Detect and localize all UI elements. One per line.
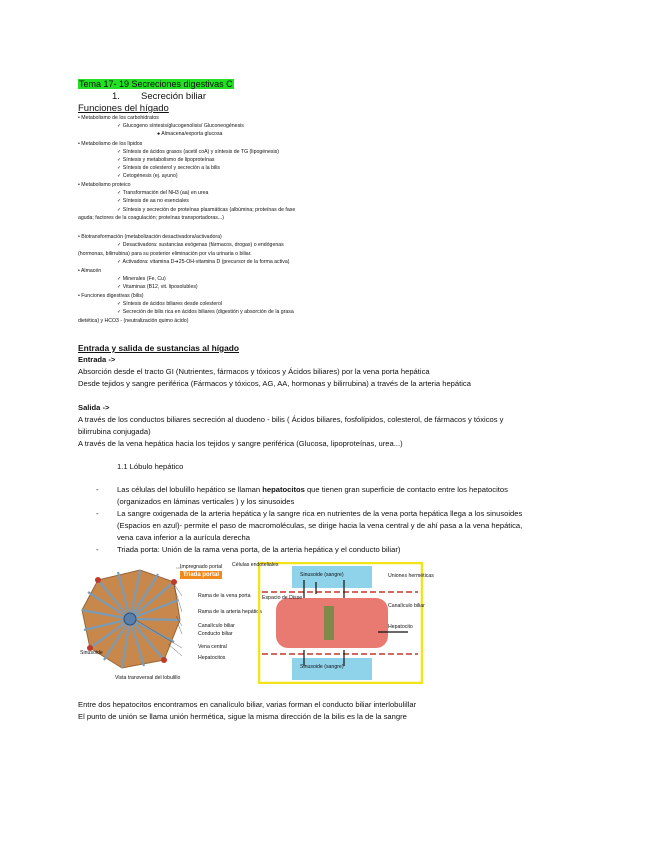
salida-line: A través de los conductos biliares secreción al duodeno - bilis ( Ácidos biliares, fosfolípidos, colesterol, de fármacos y tóxicos y — [78, 415, 504, 424]
fig-right-label: Espacio de Disse — [262, 595, 303, 601]
fig-left-label: Rama de la vena porta — [198, 593, 251, 599]
fig-left-caption: Vista transversal del lobulillo — [115, 675, 181, 681]
function-line: (hormonas, bilirrubina) para su posterior eliminación por vía urinaria o biliar. — [78, 251, 252, 257]
fig-left-label: Sinusoide — [80, 650, 103, 656]
fig-left-label: Impregnado portal — [180, 564, 223, 570]
bullet-line: vena cava inferior a la aurícula derecha — [117, 533, 250, 542]
function-line: ✓ Síntesis de ácidos grasos (acetil coA) y síntesis de TG (lipogénesis) — [117, 149, 279, 155]
section-heading: 1. Secreción biliar — [112, 91, 206, 102]
function-line: ✓ Desactivadora: sustancias exógenas (fármacos, drogas) o endógenas — [117, 242, 284, 248]
function-line: • Biotransformación (metabolización desactivadora/activadora) — [78, 234, 222, 240]
function-line: ✓ Síntesis de ácidos biliares desde colesterol — [117, 301, 222, 307]
fig-left-label: Rama de la arteria hepática — [198, 609, 262, 615]
dash: - — [96, 509, 99, 518]
function-line: aguda; factores de la coagulación; proteínas transportadoras...) — [78, 215, 224, 221]
function-line: ✓ Síntesis y secreción de proteínas plasmáticas (albúmina; proteínas de fase — [117, 207, 296, 213]
bullet-line: Las células del lobulillo hepático se llaman hepatocitos que tienen gran superficie de contacto entre los hepatocitos — [117, 485, 508, 494]
dash: - — [96, 545, 99, 554]
fig-left-label: Hepatocitos — [198, 655, 226, 661]
dash: - — [96, 485, 99, 494]
function-line: ✓ Síntesis y metabolismo de lipoproteínas — [117, 157, 215, 163]
fig-right-label: Sinusoide (sangre) — [300, 572, 344, 578]
function-line: • Almacén — [78, 268, 102, 274]
function-line: ✓ Vitaminas (B12, vit. liposolubles) — [117, 284, 198, 290]
fig-right-label: Uniones herméticas — [388, 573, 434, 579]
fig-left-label: Canalículo biliar — [198, 623, 235, 629]
function-line: ✓ Glucogeno síntesis/glucogenolisis/ Gluconeogénesis — [117, 123, 244, 129]
salida-line: A través de la vena hepática hacia los tejidos y sangre periférica (Glucosa, lipoproteínas, urea...) — [78, 439, 403, 448]
fig-left-label: Vena central — [198, 644, 227, 650]
function-line: • Funciones digestivas (bilis) — [78, 293, 144, 299]
function-line: ✓ Síntesis de aa no esenciales — [117, 198, 189, 204]
fig-left-label: Conducto biliar — [198, 631, 233, 637]
entrada-line: Absorción desde el tracto GI (Nutrientes, fármacos y tóxicos y Ácidos biliares) por la vena porta hepática — [78, 367, 430, 376]
function-line: • Metabolismo de los lípidos — [78, 141, 143, 147]
triada-portal-label: Triada portal — [180, 571, 222, 579]
entrada-line: Desde tejidos y sangre periférica (Fármacos y tóxicos, AG, AA, hormonas y bilirrubina) a través de la arteria hepática — [78, 379, 471, 388]
function-line: ✓ Síntesis de colesterol y secreción a la bilis — [117, 165, 220, 171]
function-line: ✓ Minerales (Fe, Cu) — [117, 276, 166, 282]
function-line: ✓ Cetogénesis (ej. ayuno) — [117, 173, 178, 179]
bullet-line: (organizados en láminas verticales ) y los sinusoides — [117, 497, 295, 506]
fig-right-label: Hepatocito — [388, 624, 413, 630]
function-line: ✓ Transformación del NH3 (aa) en urea — [117, 190, 209, 196]
fig-right-label: Canalículo biliar — [388, 603, 425, 609]
fig-right-label: Sinusoide (sangre) — [300, 664, 344, 670]
funciones-heading: Funciones del hígado — [78, 103, 169, 114]
bottom-line: El punto de unión se llama unión hermética, sigue la misma dirección de la bilis es la de la sangre — [78, 712, 407, 721]
salida-label: Salida -> — [78, 403, 110, 412]
bullet-line: (Espacios en azul)- permite el paso de macromoléculas, se dirige hacia la vena central y de ahí pasa a la vena hepática, — [117, 521, 523, 530]
function-line: • Metabolismo proteico — [78, 182, 131, 188]
function-line: • Metabolismo de los carbohidratos — [78, 115, 159, 121]
function-line: ✓ Secreción de bilis rica en ácidos biliares (digestión y absorción de la grasa — [117, 309, 294, 315]
bullet-line: La sangre oxigenada de la arteria hepática y la sangre rica en nutrientes de la vena porta hepática llega a los sinusoides — [117, 509, 523, 518]
bullet-line: Triada porta: Unión de la rama vena porta, de la arteria hepática y el conducto biliar) — [117, 545, 401, 554]
page-title: Tema 17- 19 Secreciones digestivas C — [79, 79, 233, 89]
function-line: ● Almacena/exporta glucosa — [157, 131, 223, 137]
lobulo-heading: 1.1 Lóbulo hepático — [117, 462, 184, 471]
bottom-line: Entre dos hepatocitos encontramos en canalículo biliar, varias forman el conducto biliar interlobulillar — [78, 700, 417, 709]
function-line: dietética) y HCO3 - (neutralización quimo ácido) — [78, 318, 189, 324]
entrada-salida-heading: Entrada y salida de sustancias al hígado — [78, 343, 240, 353]
fig-right-label: Células endoteliales — [232, 562, 279, 568]
function-line: ✓ Activadora: vitamina D➔25-OH-vitamina D (precursor de la forma activa) — [117, 259, 290, 265]
entrada-label: Entrada -> — [78, 355, 116, 364]
salida-line: bilirrubina conjugada) — [78, 427, 151, 436]
